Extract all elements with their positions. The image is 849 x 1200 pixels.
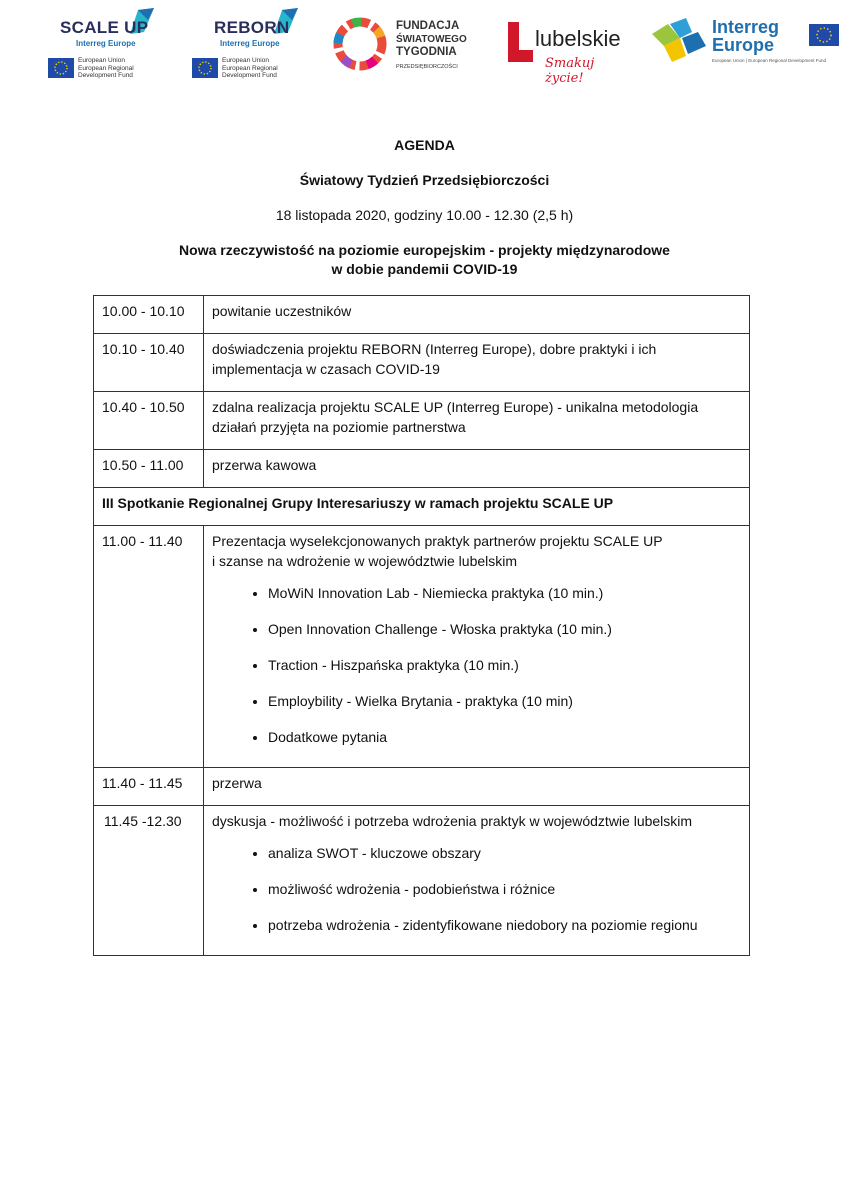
list-item: • potrzeba wdrożenia - zidentyfikowane niedobory na poziomie regionu [268, 915, 741, 935]
list-item: • MoWiN Innovation Lab - Niemiecka praktyka (10 min.) [268, 583, 741, 603]
table-row [94, 488, 750, 526]
interreg-line2: Europe [712, 35, 775, 55]
fundacja-small: PRZEDSIĘBIORCZOŚCI [396, 64, 458, 70]
list-item: • analiza SWOT - kluczowe obszary [268, 843, 741, 863]
interreg-tagline: European Union | European Regional Development Fund [712, 58, 826, 63]
eu-fund-text: European Union European Regional Development Fund [78, 57, 134, 79]
list-item: • Dodatkowe pytania [268, 727, 741, 747]
activity-cell: przerwa [204, 768, 750, 806]
time-cell: 11.00 - 11.40 [94, 526, 204, 768]
interreg-shapes-icon [650, 16, 710, 66]
discussion-list [212, 843, 741, 935]
event-theme [0, 241, 849, 279]
eu-flag-icon [192, 58, 218, 78]
color-ring-icon [330, 14, 390, 74]
fundacja-line1: FUNDACJA [396, 20, 460, 32]
table-row [94, 450, 750, 488]
time-cell: 11.40 - 11.45 [94, 768, 204, 806]
presentation-line2: i szanse na wdrożenie w województwie lubelskim [212, 553, 518, 569]
fundacja-line2: ŚWIATOWEGO [396, 34, 467, 45]
table-row [94, 526, 750, 768]
event-title: Światowy Tydzień Przedsiębiorczości [299, 172, 550, 188]
fundacja-line3: TYGODNIA [396, 46, 457, 58]
scale-up-name: SCALE UP [60, 18, 149, 37]
event-theme-line1: Nowa rzeczywistość na poziomie europejskim - projekty międzynarodowe [179, 242, 670, 258]
list-item: • Employbility - Wielka Brytania - praktyka (10 min) [268, 691, 741, 711]
reborn-subtitle: Interreg Europe [220, 39, 280, 48]
time-cell: 10.50 - 11.00 [94, 450, 204, 488]
eu-flag-icon [48, 58, 74, 78]
lubelskie-name: lubelskie [535, 26, 621, 51]
event-theme-line2: w dobie pandemii COVID-19 [331, 261, 518, 277]
activity-cell: doświadczenia projektu REBORN (Interreg Europe), dobre praktyki i ich implementacja w czasach COVID-19 [204, 334, 750, 392]
list-item: • możliwość wdrożenia - podobieństwa i różnice [268, 879, 741, 899]
discussion-text: dyskusja - możliwość i potrzeba wdrożenia praktyk w województwie lubelskim [212, 813, 693, 829]
time-cell: 10.10 - 10.40 [94, 334, 204, 392]
fundacja-logo [330, 14, 470, 78]
scale-up-subtitle: Interreg Europe [76, 39, 136, 48]
agenda-table [93, 295, 750, 956]
activity-cell: przerwa kawowa [204, 450, 750, 488]
scale-up-logo [48, 6, 168, 84]
time-cell: 10.00 - 10.10 [94, 296, 204, 334]
activity-cell [204, 526, 750, 768]
agenda-title: AGENDA [394, 137, 455, 153]
activity-cell [204, 806, 750, 956]
event-date: 18 listopada 2020, godziny 10.00 - 12.30 (2,5 h) [275, 207, 574, 223]
reborn-name: REBORN [214, 18, 290, 37]
table-row [94, 334, 750, 392]
interreg-line1: Interreg [712, 17, 780, 37]
interreg-europe-logo [650, 12, 842, 76]
lubelskie-logo [505, 16, 630, 86]
time-cell: 11.45 -12.30 [94, 806, 204, 956]
table-row [94, 768, 750, 806]
list-item: • Traction - Hiszpańska praktyka (10 min.) [268, 655, 741, 675]
activity-cell: zdalna realizacja projektu SCALE UP (Interreg Europe) - unikalna metodologia działań przyjęta na poziomie partnerstwa [204, 392, 750, 450]
presentation-line1: Prezentacja wyselekcjonowanych praktyk partnerów projektu SCALE UP [212, 533, 663, 549]
section-header-cell: III Spotkanie Regionalnej Grupy Interesariuszy w ramach projektu SCALE UP [94, 488, 750, 526]
table-row [94, 392, 750, 450]
eu-flag-icon [809, 24, 839, 46]
eu-fund-text: European Union European Regional Development Fund [222, 57, 278, 79]
table-row [94, 806, 750, 956]
lubelskie-slogan: Smakuj życie! [545, 56, 595, 86]
presentation-list [212, 583, 741, 747]
list-item: • Open Innovation Challenge - Włoska praktyka (10 min.) [268, 619, 741, 639]
reborn-logo [192, 6, 312, 84]
lubelskie-l-icon [505, 20, 535, 64]
activity-cell: powitanie uczestników [204, 296, 750, 334]
time-cell: 10.40 - 10.50 [94, 392, 204, 450]
table-row [94, 296, 750, 334]
